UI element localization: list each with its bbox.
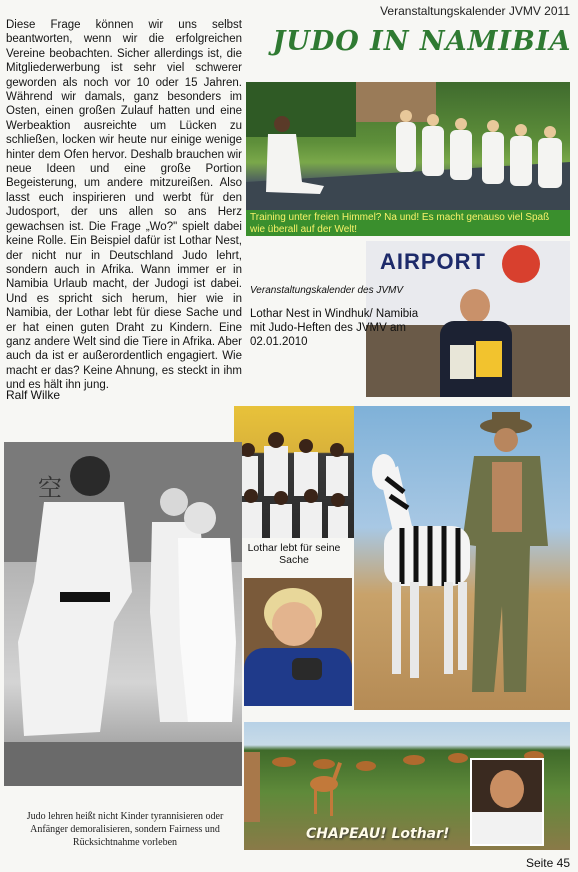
- kids-caption: Lothar lebt für seine Sache: [247, 542, 341, 566]
- lothar-figure: [436, 289, 516, 397]
- training-scene: [246, 82, 570, 216]
- zebra-scene: [354, 406, 570, 710]
- calendar-header: Veranstaltungskalender JVMV 2011: [380, 4, 570, 18]
- lothar-portrait: [470, 758, 544, 846]
- page-number: Seite 45: [525, 856, 570, 870]
- judo-quote: Judo lehren heißt nicht Kinder tyrannisieren oder Anfänger demoralisieren, sondern Fairness und Rücksichtnahme vorleben: [26, 811, 224, 848]
- svg-text:空: 空: [38, 474, 62, 502]
- training-photo: [246, 82, 570, 216]
- kids-photo: [234, 406, 354, 538]
- article-body: Diese Frage können wir uns selbst beantworten, wenn wir die erfolgreichen Vereine beobachten. Sicher allerdings ist, die Mitgliederwerbung ist sehr viel schwerer geworden als noch vor 10 oder 15 Jahren. Während wir damals, ganz besonders im Osten, einen großen Zulauf hatten und eine Werbeaktion ausreichte um Lücken zu schließen, locken wir heute nur einige wenige hinter dem Ofen hervor. Deshalb brauchen wir neue Ideen und eine große Portion Begeisterung, um andere mitzureißen. Also lasst euch inspirieren und werbt für den Judosport, der uns allen so ans Herz gewachsen ist. Die Frage „Wo?" spielt dabei keine Rolle. Ein Beispiel dafür ist Lothar Nest, der nicht nur in Deutschland Judo lehrt, sondern auch in Afrika. Wann immer er in Namibia Urlaub macht, der Judogi ist dabei. Und es spricht sich herum, hier wie in Namibia, der Lothar lebt für diese Sache und er hat einen guten Draht zu Kindern. Eine ganz andere Welt sind die Tiere in Afrika. Aber auch da ist er außerordentlich engagiert. Wie macht er das? Keine Ahnung, es steckt in ihm und es hält ihn jung.: [6, 19, 242, 392]
- chapeau-caption: CHAPEAU! Lothar!: [306, 826, 450, 842]
- zebra-photo: [354, 406, 570, 710]
- page-title: JUDO IN NAMIBIA: [272, 26, 572, 57]
- woman-photo: [244, 578, 352, 706]
- nac-logo: [502, 245, 540, 283]
- kids-group: [234, 406, 354, 538]
- savanna-photo: [244, 722, 570, 850]
- training-caption: Training unter freien Himmel? Na und! Es macht genauso viel Spaß wie überall auf der Welt!: [246, 210, 570, 236]
- article-author: Ralf Wilke: [6, 388, 61, 402]
- judo-bw-scene: [4, 442, 242, 786]
- airport-caption: Lothar Nest in Windhuk/ Namibia mit Judo-Heften des JVMV am 02.01.2010: [250, 308, 419, 348]
- airport-overlay-text: Veranstaltungskalender des JVMV: [250, 285, 404, 296]
- judo-bw-photo: [4, 442, 242, 786]
- airport-sign: AIRPORT: [380, 249, 486, 274]
